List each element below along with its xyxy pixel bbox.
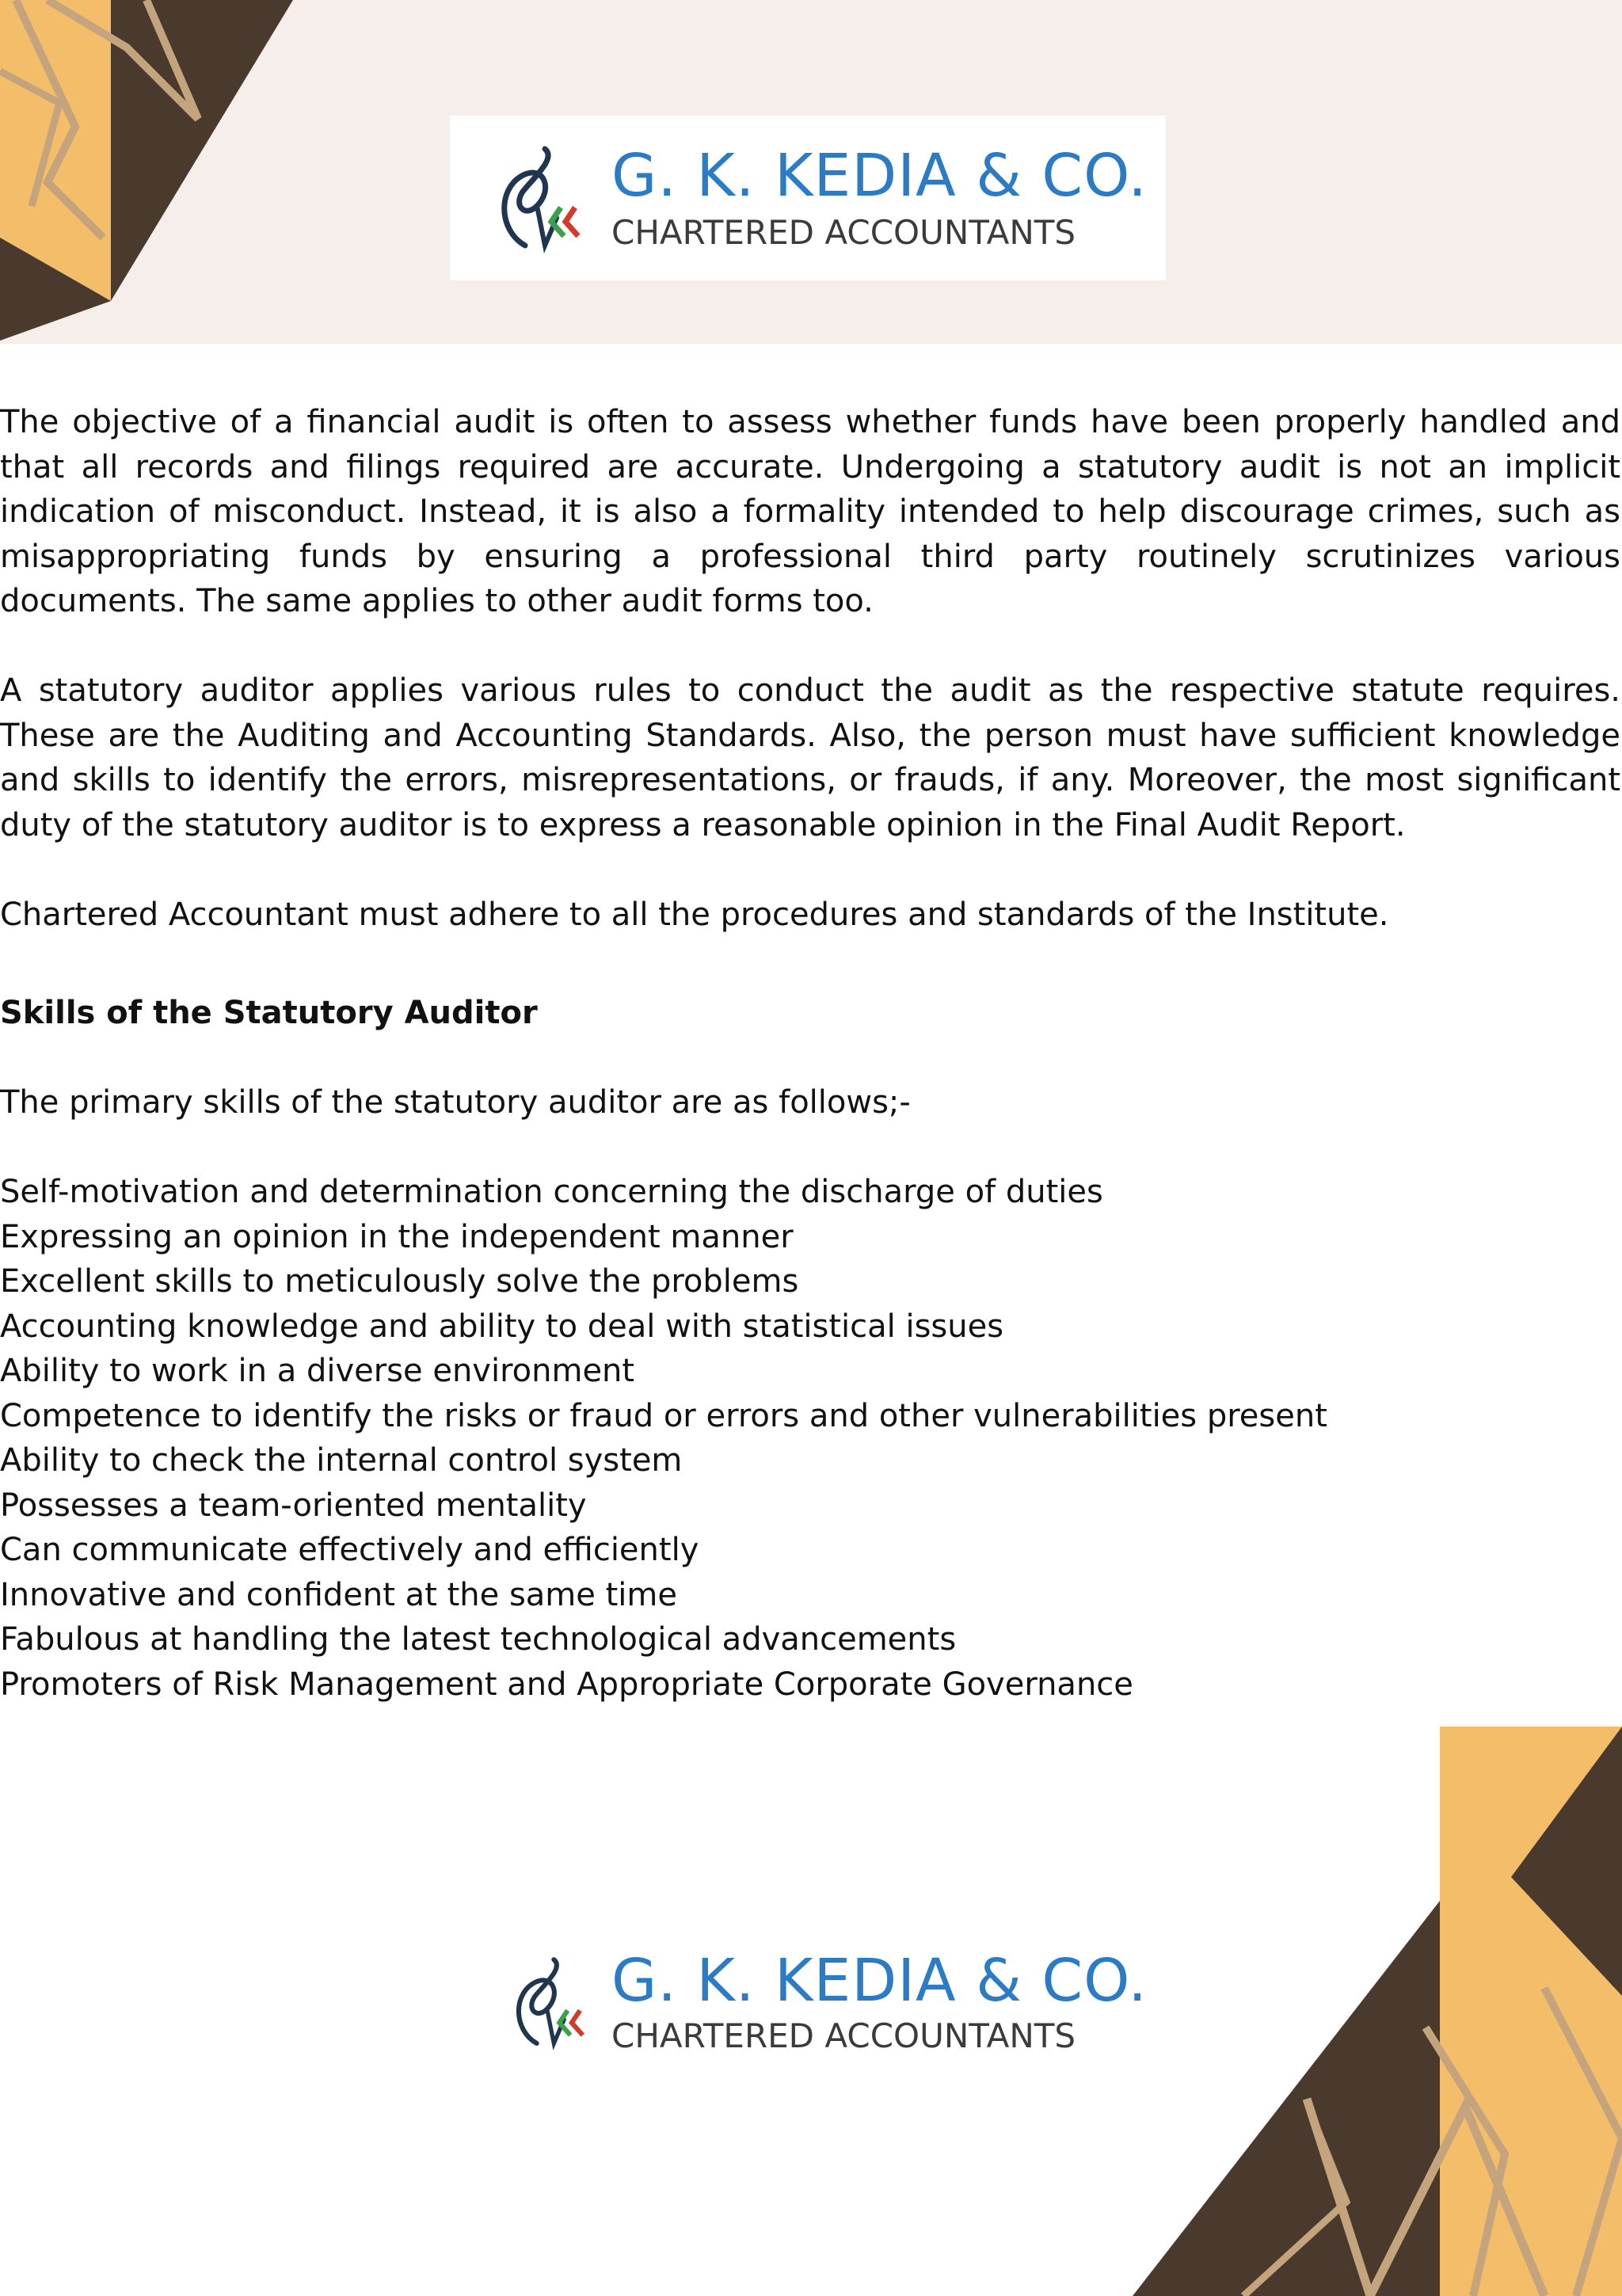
- list-item: Possesses a team-oriented mentality: [0, 1487, 587, 1524]
- list-item: Can communicate effectively and efficiently: [0, 1532, 699, 1568]
- list-item: Self-motivation and determination concerning the discharge of duties: [0, 1174, 1103, 1210]
- paragraph: The objective of a financial audit is often to assess whether funds have been properly handled and that all records and filings required are accurate. Undergoing a statutory audit is not an implicit indication of misconduct. Instead, it is also a formality intended to help discourage crimes, such as misappropriating funds by ensuring a professional third party routinely scrutinizes various documents. The same applies to other audit forms too.: [0, 404, 1620, 619]
- list-item: Fabulous at handling the latest technological advancements: [0, 1621, 957, 1658]
- section-intro: The primary skills of the statutory auditor are as follows;-: [0, 1084, 911, 1121]
- list-item: Excellent skills to meticulously solve the problems: [0, 1263, 799, 1300]
- footer-logo: [499, 1932, 1148, 2071]
- list-item: Innovative and confident at the same time: [0, 1576, 677, 1613]
- gk-signature-icon: [499, 1951, 602, 2054]
- list-item: Competence to identify the risks or fraud or errors and other vulnerabilities present: [0, 1397, 1327, 1434]
- header-logo: [450, 116, 1166, 280]
- firm-subtitle: CHARTERED ACCOUNTANTS: [611, 2016, 1076, 2055]
- firm-name: G. K. KEDIA & CO.: [611, 142, 1148, 210]
- paragraph: Chartered Accountant must adhere to all the procedures and standards of the Institute.: [0, 896, 1389, 933]
- section-heading: Skills of the Statutory Auditor: [0, 995, 538, 1031]
- firm-subtitle: CHARTERED ACCOUNTANTS: [611, 213, 1076, 252]
- gk-signature-icon: [482, 143, 600, 253]
- article-body: [0, 400, 1620, 1707]
- list-item: Expressing an opinion in the independent manner: [0, 1218, 794, 1255]
- list-item: Promoters of Risk Management and Appropriate Corporate Governance: [0, 1666, 1133, 1703]
- list-item: Accounting knowledge and ability to deal with statistical issues: [0, 1308, 1004, 1345]
- paragraph: A statutory auditor applies various rules to conduct the audit as the respective statute requires. These are the Auditing and Accounting Standards. Also, the person must have sufficient knowledge and skills to identify the errors, misrepresentations, or frauds, if any. Moreover, the most significant duty of the statutory auditor is to express a reasonable opinion in the Final Audit Report.: [0, 672, 1620, 843]
- corner-decoration-top-left: [0, 0, 301, 348]
- firm-name: G. K. KEDIA & CO.: [611, 1946, 1148, 2015]
- corner-decoration-bottom-right: [1133, 1727, 1622, 2296]
- list-item: Ability to work in a diverse environment: [0, 1353, 635, 1389]
- list-item: Ability to check the internal control system: [0, 1442, 683, 1479]
- skills-list: [0, 1170, 1620, 1707]
